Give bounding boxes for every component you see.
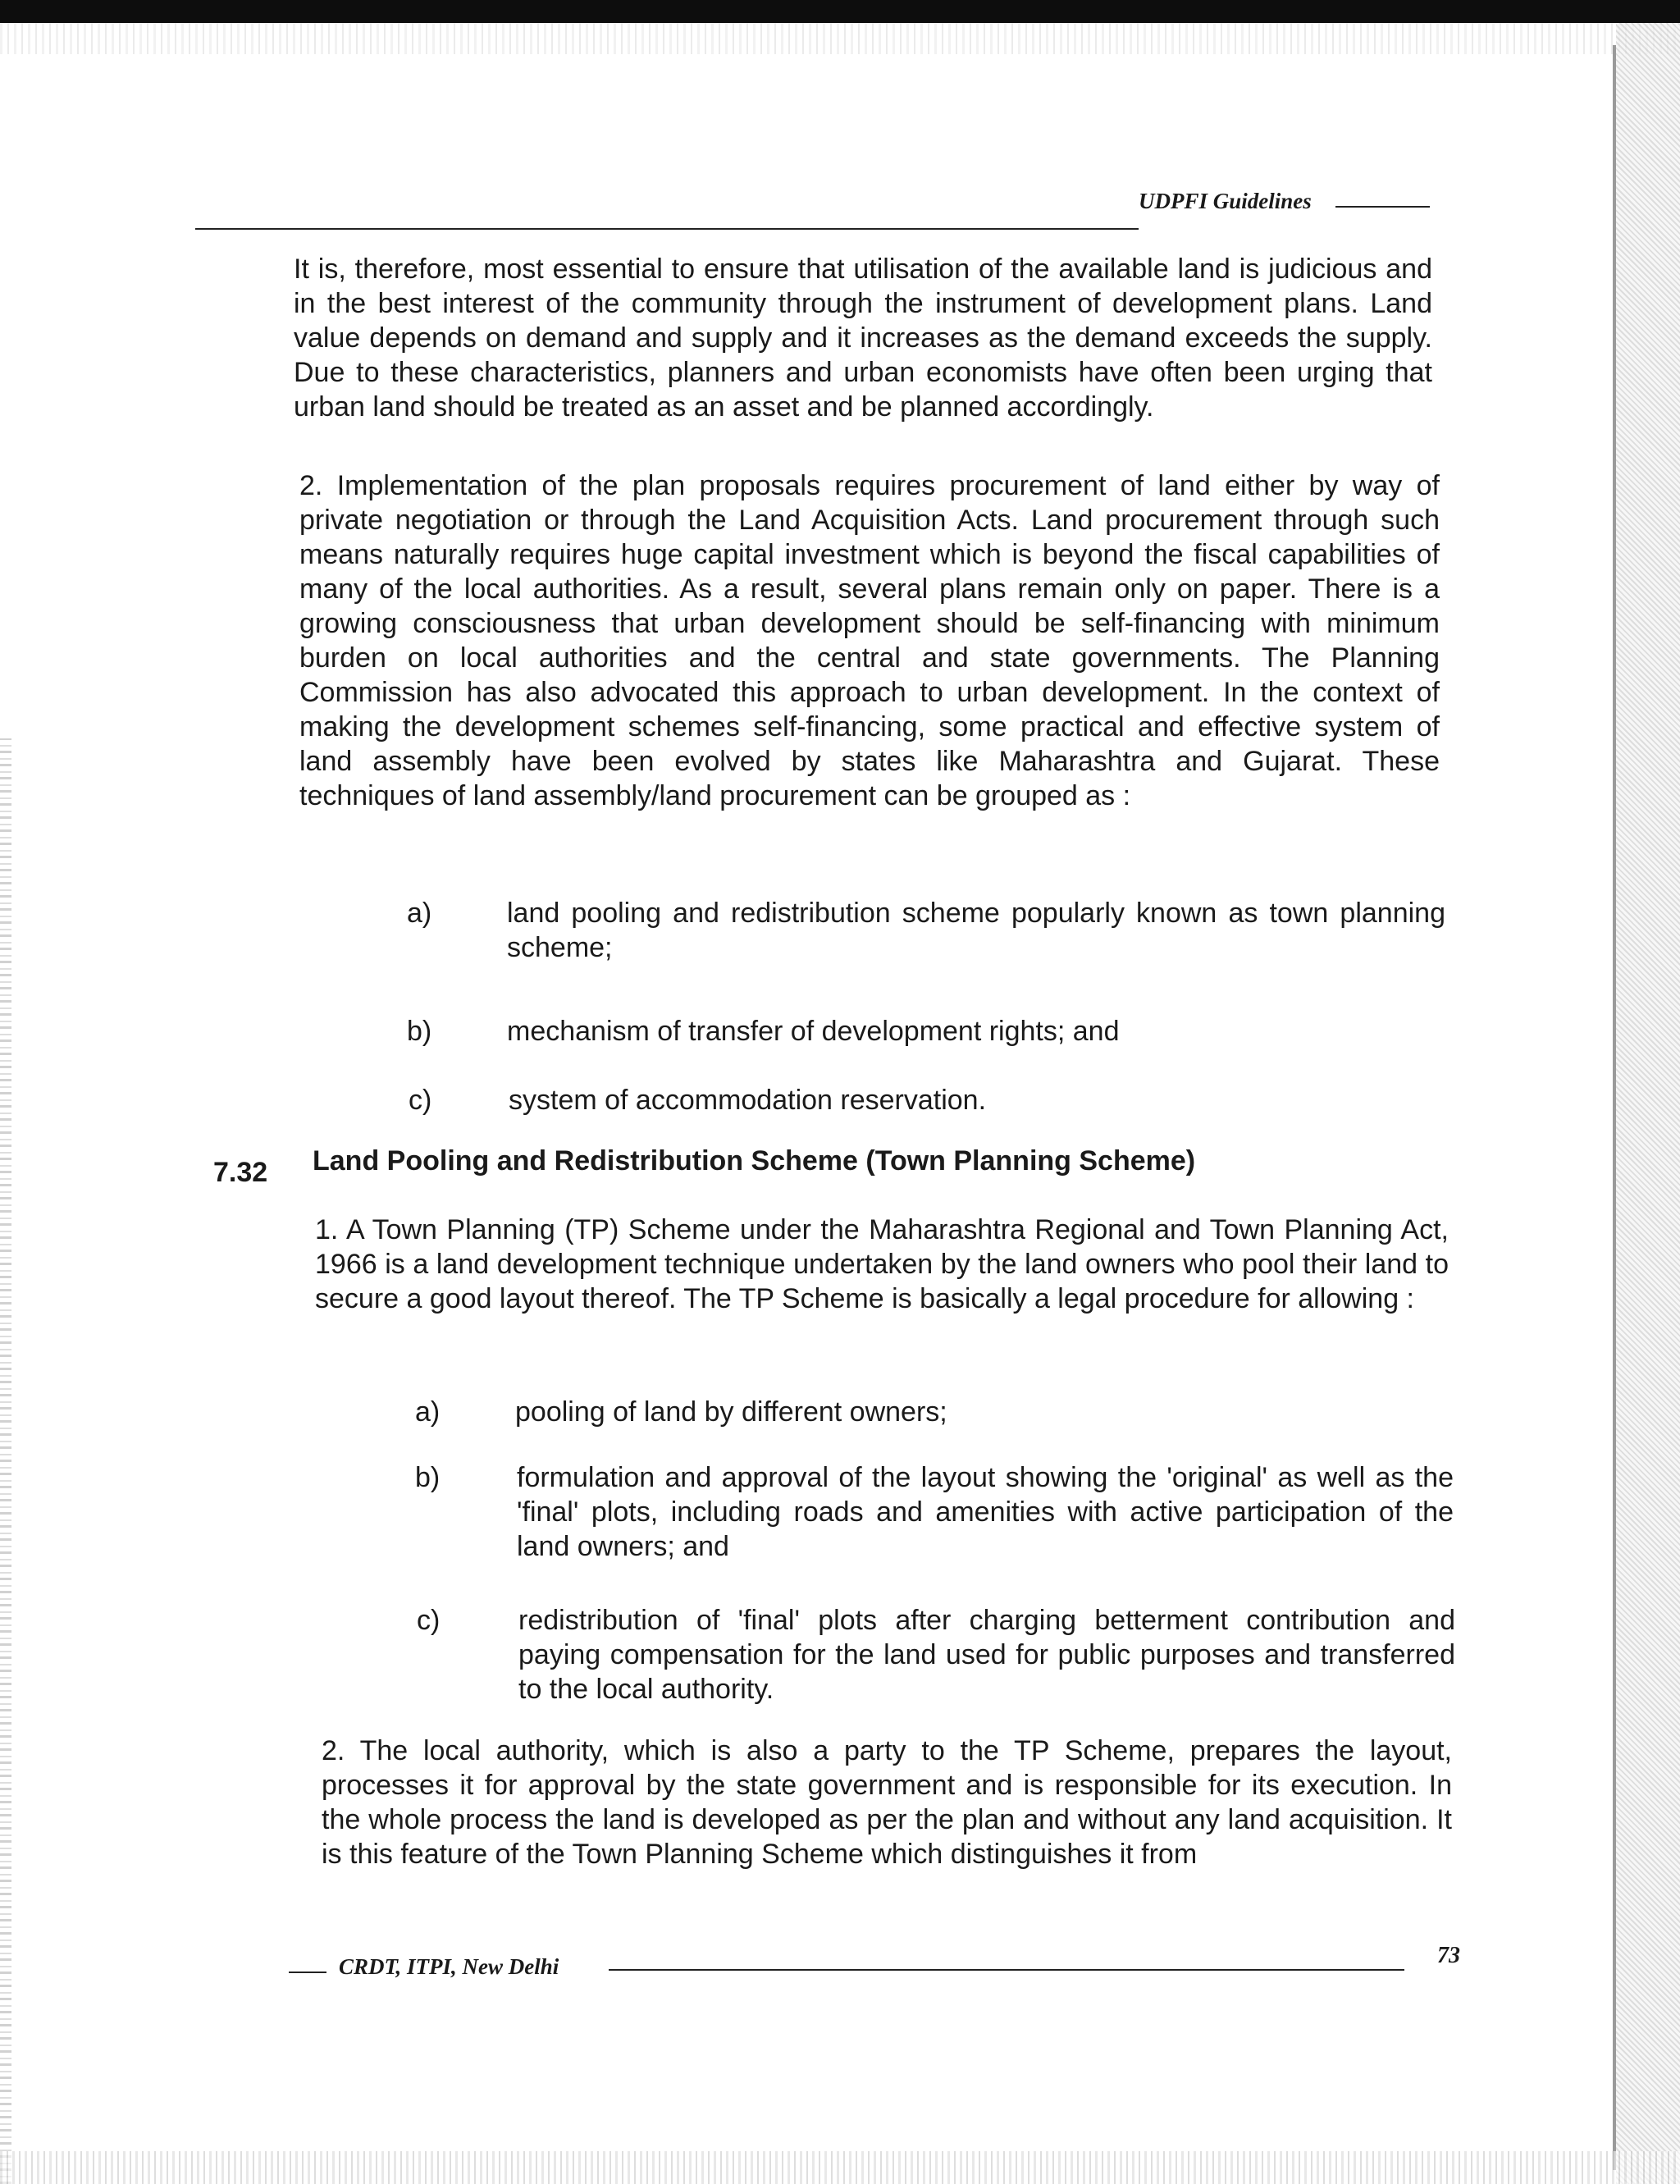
paragraph-3: 1. A Town Planning (TP) Scheme under the Maharashtra Regional and Town Planning Act, 1966 is a land development technique undertaken by the land owners who pool their land to secure a good layout thereof. The TP Scheme is basically a legal procedure for allowing :	[315, 1214, 1449, 1314]
list-text: pooling of land by different owners;	[515, 1396, 947, 1428]
list-text: mechanism of transfer of development rights; and	[507, 1016, 1120, 1047]
list-marker: c)	[409, 1085, 432, 1116]
list-marker: a)	[407, 898, 432, 929]
list-marker: b)	[407, 1016, 432, 1047]
footer-left-rule	[289, 1972, 326, 1973]
section-number: 7.32	[213, 1157, 268, 1188]
section-title: Land Pooling and Redistribution Scheme (Town Planning Scheme)	[313, 1145, 1196, 1177]
scan-noise-left	[0, 738, 11, 2184]
running-head: UDPFI Guidelines	[1139, 189, 1312, 213]
footer-rule	[609, 1969, 1404, 1971]
page-right-edge	[1613, 45, 1616, 2170]
list-text: system of accommodation reservation.	[509, 1085, 987, 1116]
list-marker: a)	[415, 1396, 441, 1428]
page-number: 73	[1437, 1943, 1460, 1968]
scan-noise-top	[0, 23, 1680, 54]
paragraph-4: 2. The local authority, which is also a party to the TP Scheme, prepares the layout, processes it for approval by the state government and is responsible for its execution. In the whole process the land is developed as per the plan and without any land acquisition. It is this feature of the Town Planning Scheme which distinguishes it from	[322, 1735, 1452, 1870]
paragraph-1: It is, therefore, most essential to ensure that utilisation of the available land is judicious and in the best interest of the community through the instrument of development plans. Land value depends on demand and supply and it increases as the demand exceeds the supply. Due to these characteristics, planners and urban economists have often been urging that urban land should be treated as an asset and be planned accordingly.	[294, 254, 1432, 423]
footer-publisher: CRDT, ITPI, New Delhi	[339, 1954, 559, 1979]
header-rule	[195, 228, 1139, 230]
list-text: land pooling and redistribution scheme popularly known as town planning scheme;	[507, 898, 1445, 963]
list-text: formulation and approval of the layout showing the 'original' as well as the 'final' plots, including roads and amenities with active participation of the land owners; and	[517, 1462, 1454, 1562]
scan-noise-bottom	[0, 2151, 1680, 2184]
list-marker: b)	[415, 1462, 441, 1493]
list-marker: c)	[417, 1605, 441, 1636]
header-rule-right	[1335, 206, 1430, 208]
scan-noise-right	[1616, 23, 1680, 2184]
list-text: redistribution of 'final' plots after charging betterment contribution and paying compensation for the land used for public purposes and transferred to the local authority.	[518, 1605, 1455, 1705]
scan-top-border	[0, 0, 1680, 23]
paragraph-2: 2. Implementation of the plan proposals requires procurement of land either by way of private negotiation or through the Land Acquisition Acts. Land procurement through such means naturally requires huge capital investment which is beyond the fiscal capabilities of many of the local authorities. As a result, several plans remain only on paper. There is a growing consciousness that urban development should be self-financing with minimum burden on local authorities and the central and state governments. The Planning Commission has also advocated this approach to urban development. In the context of making the development schemes self-financing, some practical and effective system of land assembly have been evolved by states like Maharashtra and Gujarat. These techniques of land assembly/land procurement can be grouped as :	[299, 470, 1440, 811]
